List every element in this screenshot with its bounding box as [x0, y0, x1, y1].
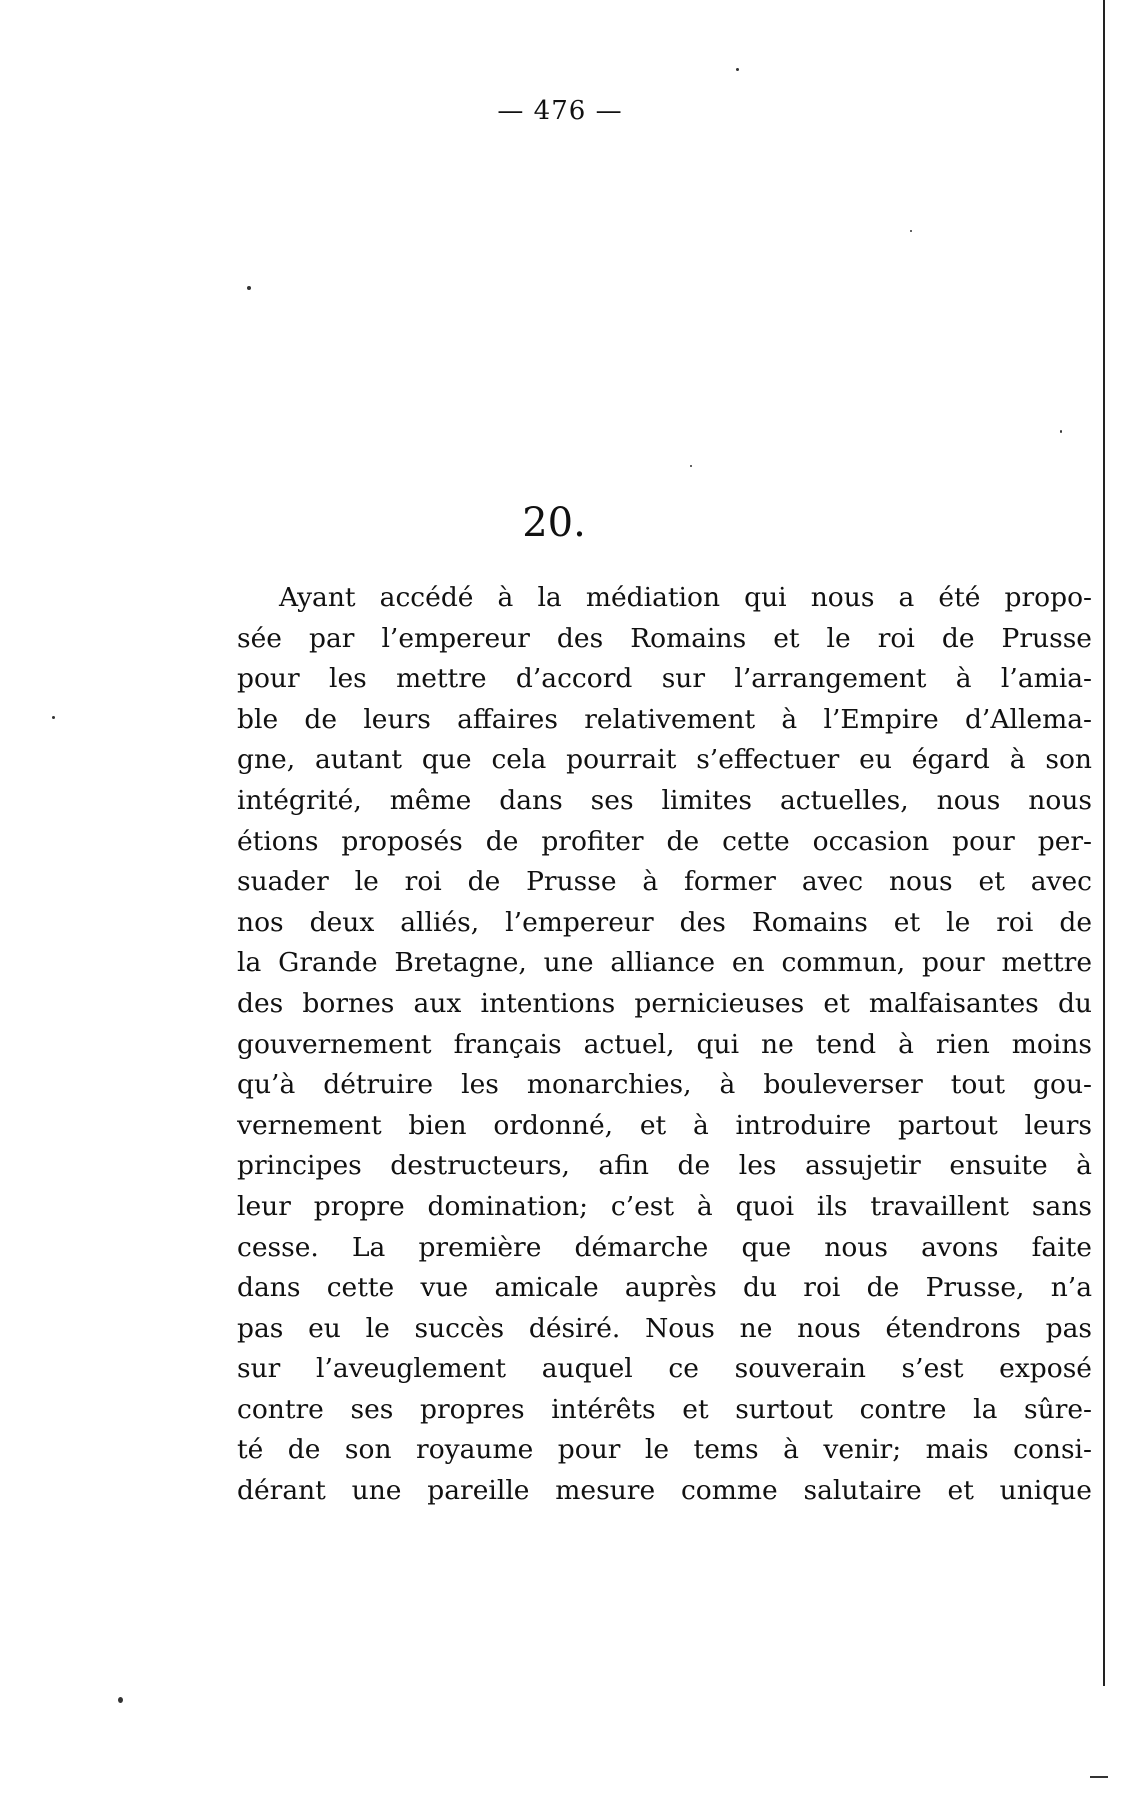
text-line: des bornes aux intentions pernicieuses et malfaisantes du [237, 987, 1092, 1019]
text-line: intégrité, même dans ses limites actuelles, nous nous [237, 784, 1092, 816]
scan-edge-line [1103, 0, 1105, 1686]
scan-speck [247, 286, 251, 290]
text-line: pas eu le succès désiré. Nous ne nous étendrons pas [237, 1312, 1092, 1344]
scan-speck [52, 716, 55, 719]
text-line: étions proposés de profiter de cette occasion pour per- [237, 825, 1092, 857]
text-line: contre ses propres intérêts et surtout contre la sûre- [237, 1393, 1092, 1425]
scan-speck [910, 230, 912, 232]
text-line: gne, autant que cela pourrait s’effectuer eu égard à son [237, 744, 1092, 776]
text-line: dérant une pareille mesure comme salutaire et unique [237, 1475, 1092, 1507]
scan-speck [1060, 430, 1062, 433]
text-line: gouvernement français actuel, qui ne tend à rien moins [237, 1028, 1092, 1060]
scan-speck [736, 68, 739, 71]
text-line: qu’à détruire les monarchies, à bouleverser tout gou- [237, 1069, 1092, 1101]
text-line: nos deux alliés, l’empereur des Romains et le roi de [237, 906, 1092, 938]
scan-speck [118, 1697, 123, 1703]
text-line: Ayant accédé à la médiation qui nous a été propo- [279, 582, 1092, 613]
page-number: — 476 — [497, 96, 623, 126]
text-line: la Grande Bretagne, une alliance en commun, pour mettre [237, 947, 1092, 979]
text-line: ble de leurs affaires relativement à l’Empire d’Allema- [237, 703, 1092, 735]
text-line: sur l’aveuglement auquel ce souverain s’est exposé [237, 1353, 1092, 1385]
text-line: dans cette vue amicale auprès du roi de Prusse, n’a [237, 1272, 1092, 1304]
text-line: sée par l’empereur des Romains et le roi de Prusse [237, 622, 1092, 654]
text-line: leur propre domination; c’est à quoi ils travaillent sans [237, 1190, 1092, 1222]
text-line: cesse. La première démarche que nous avons faite [237, 1231, 1092, 1263]
text-line: principes destructeurs, afin de les assujetir ensuite à [237, 1150, 1092, 1182]
text-line: pour les mettre d’accord sur l’arrangement à l’amia- [237, 663, 1092, 695]
body-paragraph [237, 578, 1092, 1512]
scan-edge-mark [1090, 1776, 1108, 1778]
text-line: suader le roi de Prusse à former avec nous et avec [237, 866, 1092, 898]
section-number: 20. [522, 500, 586, 546]
scan-speck [690, 465, 692, 467]
text-line: té de son royaume pour le tems à venir; mais consi- [237, 1434, 1092, 1466]
text-line: vernement bien ordonné, et à introduire partout leurs [237, 1109, 1092, 1141]
